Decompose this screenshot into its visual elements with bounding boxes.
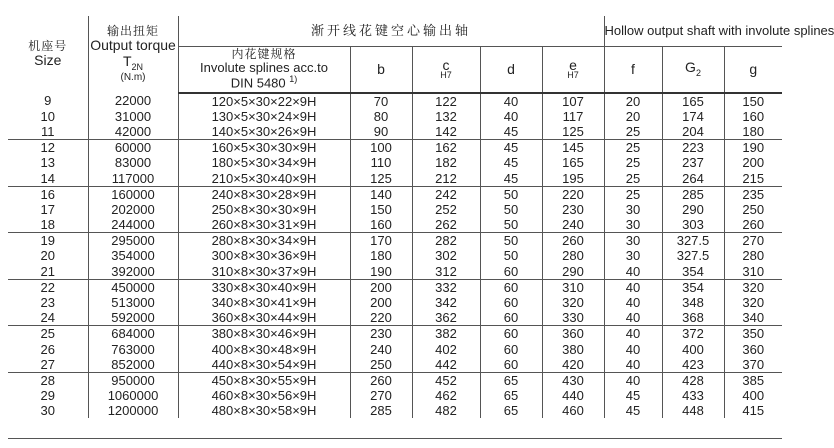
cell-size: 13 [8, 155, 88, 170]
cell-c: 402 [412, 342, 480, 357]
table-row [8, 310, 782, 326]
cell-size: 16 [8, 186, 88, 202]
cell-g: 180 [724, 124, 782, 140]
cell-e: 107 [542, 93, 604, 109]
cell-f: 40 [604, 279, 662, 295]
cell-c: 282 [412, 233, 480, 249]
cell-b: 100 [350, 140, 412, 156]
cell-b: 260 [350, 372, 412, 388]
cell-size: 25 [8, 326, 88, 342]
cell-d: 60 [480, 357, 542, 373]
cell-spline-spec: 260×8×30×31×9H [178, 217, 350, 233]
cell-d: 45 [480, 155, 542, 170]
cell-e: 195 [542, 170, 604, 186]
cell-spline-spec: 160×5×30×30×9H [178, 140, 350, 156]
cell-size: 30 [8, 403, 88, 418]
cell-torque: 22000 [88, 93, 178, 109]
cell-e: 330 [542, 310, 604, 326]
cell-d: 45 [480, 124, 542, 140]
cell-b: 90 [350, 124, 412, 140]
cell-G2: 348 [662, 295, 724, 310]
cell-torque: 450000 [88, 279, 178, 295]
col-e-header: e H7 [542, 47, 604, 93]
cell-G2: 290 [662, 202, 724, 217]
cell-f: 25 [604, 155, 662, 170]
cell-size: 14 [8, 170, 88, 186]
cell-G2: 368 [662, 310, 724, 326]
spline-footnote-mark: 1) [289, 74, 298, 85]
table-row [8, 403, 782, 418]
cell-d: 45 [480, 170, 542, 186]
cell-spline-spec: 300×8×30×36×9H [178, 248, 350, 263]
col-G2-header: $G_2$ [662, 47, 724, 93]
cell-size: 9 [8, 93, 88, 109]
cell-f: 40 [604, 357, 662, 373]
cell-spline-spec: 210×5×30×40×9H [178, 170, 350, 186]
cell-g: 160 [742, 108, 765, 124]
cell-f: 20 [604, 93, 662, 109]
table-row [8, 264, 782, 280]
torque-header [88, 16, 178, 93]
cell-size: 28 [8, 372, 88, 388]
cell-d: 65 [480, 372, 542, 388]
cell-e: 440 [542, 388, 604, 403]
cell-d: 65 [480, 388, 542, 403]
cell-size: 26 [8, 342, 88, 357]
cell-torque: 592000 [88, 310, 178, 326]
cell-b: 200 [350, 279, 412, 295]
table-row [8, 248, 782, 263]
cell-spline-spec: 130×5×30×24×9H [178, 109, 350, 124]
cell-b: 230 [350, 326, 412, 342]
table-row [8, 109, 782, 124]
table-row [8, 326, 782, 342]
cell-d: 45 [480, 140, 542, 156]
cell-e: 290 [542, 264, 604, 280]
cell-b: 190 [350, 264, 412, 280]
cell-g: 190 [742, 140, 765, 156]
col-e-tolerance: H7 [567, 70, 579, 80]
cell-f: 45 [604, 388, 662, 403]
col-d-header: d [480, 47, 542, 93]
cell-g: 350 [742, 326, 765, 342]
cell-torque: 852000 [88, 357, 178, 373]
cell-b: 160 [350, 217, 412, 233]
cell-g: 250 [742, 201, 765, 217]
size-header-en: Size [34, 52, 62, 69]
cell-spline-spec: 400×8×30×48×9H [178, 342, 350, 357]
spline-header-en-2: DIN 5480 $^{1)}$ [230, 74, 298, 91]
cell-e: 260 [542, 233, 604, 249]
cell-e: 430 [542, 372, 604, 388]
cell-f: 30 [604, 217, 662, 233]
cell-torque: 83000 [88, 155, 178, 170]
cell-d: 60 [480, 279, 542, 295]
cell-spline-spec: 120×5×30×22×9H [178, 93, 350, 109]
cell-G2: 354 [662, 279, 724, 295]
cell-g: 150 [742, 93, 765, 109]
cell-G2: 165 [662, 93, 724, 109]
cell-c: 362 [412, 310, 480, 326]
cell-b: 220 [350, 310, 412, 326]
cell-e: 420 [542, 357, 604, 373]
cell-e: 145 [542, 140, 604, 156]
cell-b: 180 [350, 248, 412, 263]
cell-g: 370 [724, 357, 782, 373]
cell-spline-spec: 440×8×30×54×9H [178, 357, 350, 373]
cell-b: 110 [350, 155, 412, 170]
cell-c: 142 [412, 124, 480, 140]
cell-c: 312 [412, 264, 480, 280]
cell-spline-spec: 330×8×30×40×9H [178, 279, 350, 295]
cell-e: 230 [542, 202, 604, 217]
cell-c: 132 [412, 109, 480, 124]
cell-g: 280 [742, 248, 765, 264]
cell-f: 30 [604, 202, 662, 217]
cell-b: 240 [350, 342, 412, 357]
cell-d: 40 [480, 109, 542, 124]
col-b-header: b [350, 47, 412, 93]
cell-torque: 684000 [88, 326, 178, 342]
table-row [8, 186, 782, 202]
cell-size: 23 [8, 295, 88, 310]
cell-d: 50 [480, 233, 542, 249]
table-row [8, 202, 782, 217]
cell-f: 25 [604, 140, 662, 156]
cell-c: 342 [412, 295, 480, 310]
hollow-shaft-spec-table [8, 16, 834, 419]
cell-size: 10 [8, 109, 88, 124]
col-g-header: g [724, 47, 782, 93]
cell-spline-spec: 140×5×30×26×9H [178, 124, 350, 140]
cell-b: 285 [350, 403, 412, 418]
cell-c: 212 [412, 170, 480, 186]
cell-f: 30 [604, 233, 662, 249]
cell-d: 50 [480, 186, 542, 202]
cell-size: 11 [8, 124, 88, 140]
cell-size: 27 [8, 357, 88, 373]
cell-size: 17 [8, 202, 88, 217]
table-row [8, 170, 782, 186]
cell-G2: 327.5 [662, 248, 724, 263]
cell-g: 260 [724, 217, 782, 233]
cell-torque: 117000 [88, 170, 178, 186]
cell-e: 460 [542, 403, 604, 418]
table-row [8, 372, 782, 388]
cell-f: 25 [604, 124, 662, 140]
cell-G2: 303 [662, 217, 724, 233]
cell-c: 442 [412, 357, 480, 373]
cell-g: 400 [742, 388, 765, 404]
cell-torque: 1060000 [88, 388, 178, 403]
cell-c: 332 [412, 279, 480, 295]
cell-G2: 423 [662, 357, 724, 373]
col-c-tolerance: H7 [440, 70, 452, 80]
cell-d: 60 [480, 310, 542, 326]
cell-size: 18 [8, 217, 88, 233]
cell-c: 252 [412, 202, 480, 217]
cell-f: 25 [604, 186, 662, 202]
cell-torque: 354000 [88, 248, 178, 263]
shaft-header-en: Hollow output shaft with involute splines [604, 16, 782, 47]
cell-torque: 244000 [88, 217, 178, 233]
cell-c: 122 [412, 93, 480, 109]
cell-e: 360 [542, 326, 604, 342]
cell-b: 80 [350, 109, 412, 124]
cell-G2: 204 [662, 124, 724, 140]
cell-d: 50 [480, 202, 542, 217]
size-header-cn: 机座号 [28, 38, 68, 53]
cell-size: 24 [8, 310, 88, 326]
cell-size: 19 [8, 233, 88, 249]
cell-b: 200 [350, 295, 412, 310]
cell-b: 170 [350, 233, 412, 249]
table-row [8, 388, 782, 403]
cell-f: 40 [604, 342, 662, 357]
cell-spline-spec: 480×8×30×58×9H [178, 403, 350, 418]
cell-c: 482 [412, 403, 480, 418]
cell-G2: 285 [662, 186, 724, 202]
cell-size: 21 [8, 264, 88, 280]
cell-spline-spec: 280×8×30×34×9H [178, 233, 350, 249]
cell-size: 29 [8, 388, 88, 403]
cell-c: 242 [412, 186, 480, 202]
cell-e: 310 [542, 279, 604, 295]
cell-c: 182 [412, 155, 480, 170]
cell-g: 270 [742, 233, 765, 249]
cell-b: 70 [350, 93, 412, 109]
cell-d: 50 [480, 248, 542, 263]
cell-c: 462 [412, 388, 480, 403]
cell-torque: 763000 [88, 342, 178, 357]
cell-f: 25 [604, 170, 662, 186]
cell-size: 22 [8, 279, 88, 295]
cell-e: 165 [542, 155, 604, 170]
table-row [8, 155, 782, 170]
cell-G2: 400 [662, 342, 724, 357]
table-row [8, 124, 782, 140]
torque-symbol: $T_{2N}$ [122, 52, 144, 72]
cell-G2: 174 [662, 109, 724, 124]
cell-f: 40 [604, 295, 662, 310]
torque-unit: (N.m) [120, 72, 146, 84]
shaft-header-cn: 渐开线花键空心输出轴 [178, 16, 604, 47]
cell-e: 125 [542, 124, 604, 140]
cell-size: 12 [8, 140, 88, 156]
cell-d: 60 [480, 342, 542, 357]
cell-G2: 428 [662, 372, 724, 388]
cell-torque: 513000 [88, 295, 178, 310]
cell-d: 60 [480, 295, 542, 310]
cell-G2: 327.5 [662, 233, 724, 249]
col-c-header: c H7 [412, 47, 480, 93]
table-body [8, 93, 782, 419]
cell-g: 340 [724, 310, 782, 326]
table-row [8, 357, 782, 373]
cell-G2: 264 [662, 170, 724, 186]
cell-e: 320 [542, 295, 604, 310]
cell-G2: 223 [662, 140, 724, 156]
cell-spline-spec: 340×8×30×41×9H [178, 295, 350, 310]
cell-e: 280 [542, 248, 604, 263]
spline-header-cn: 内花键规格 [231, 46, 297, 61]
cell-g: 320 [742, 295, 765, 311]
cell-torque: 1200000 [88, 403, 178, 418]
cell-g: 415 [742, 403, 765, 419]
cell-spline-spec: 380×8×30×46×9H [178, 326, 350, 342]
table-row [8, 295, 782, 310]
cell-torque: 160000 [88, 186, 178, 202]
cell-d: 60 [480, 326, 542, 342]
size-header [8, 16, 88, 93]
cell-e: 380 [542, 342, 604, 357]
cell-c: 452 [412, 372, 480, 388]
cell-b: 250 [350, 357, 412, 373]
cell-c: 162 [412, 140, 480, 156]
cell-g: 360 [742, 341, 765, 357]
cell-G2: 372 [662, 326, 724, 342]
table-row [8, 93, 782, 109]
table-row [8, 233, 782, 249]
cell-spline-spec: 310×8×30×37×9H [178, 264, 350, 280]
cell-spline-spec: 460×8×30×56×9H [178, 388, 350, 403]
cell-f: 30 [604, 248, 662, 263]
table-bottom-rule [8, 438, 782, 439]
cell-spline-spec: 450×8×30×55×9H [178, 372, 350, 388]
table-header [8, 16, 834, 93]
cell-d: 65 [480, 403, 542, 418]
spline-header [178, 47, 350, 93]
cell-torque: 31000 [88, 109, 178, 124]
col-f-header: f [604, 47, 662, 93]
table-row [8, 279, 782, 295]
torque-header-cn: 输出扭矩 [106, 24, 159, 39]
cell-G2: 433 [662, 388, 724, 403]
cell-c: 302 [412, 248, 480, 263]
cell-f: 40 [604, 326, 662, 342]
cell-spline-spec: 250×8×30×30×9H [178, 202, 350, 217]
cell-g: 320 [742, 279, 765, 295]
cell-d: 60 [480, 264, 542, 280]
cell-e: 117 [542, 109, 604, 124]
cell-b: 270 [350, 388, 412, 403]
table-row [8, 342, 782, 357]
cell-G2: 237 [662, 155, 724, 170]
torque-header-en: Output torque [90, 37, 176, 54]
cell-b: 150 [350, 202, 412, 217]
table-row [8, 140, 782, 156]
cell-d: 40 [480, 93, 542, 109]
cell-G2: 354 [662, 264, 724, 280]
cell-torque: 392000 [88, 264, 178, 280]
cell-b: 125 [350, 170, 412, 186]
cell-spline-spec: 240×8×30×28×9H [178, 186, 350, 202]
cell-f: 40 [604, 310, 662, 326]
cell-g: 310 [724, 264, 782, 280]
cell-G2: 448 [662, 403, 724, 418]
cell-e: 220 [542, 186, 604, 202]
cell-c: 382 [412, 326, 480, 342]
cell-g: 215 [724, 170, 782, 186]
cell-c: 262 [412, 217, 480, 233]
cell-b: 140 [350, 186, 412, 202]
cell-f: 20 [604, 109, 662, 124]
cell-spline-spec: 360×8×30×44×9H [178, 310, 350, 326]
cell-g: 200 [742, 155, 765, 171]
cell-g: 385 [742, 372, 765, 388]
cell-f: 40 [604, 264, 662, 280]
cell-f: 45 [604, 403, 662, 418]
cell-torque: 42000 [88, 124, 178, 140]
cell-g: 235 [742, 186, 765, 202]
cell-torque: 950000 [88, 372, 178, 388]
cell-torque: 202000 [88, 202, 178, 217]
cell-d: 50 [480, 217, 542, 233]
cell-torque: 295000 [88, 233, 178, 249]
cell-f: 40 [604, 372, 662, 388]
cell-torque: 60000 [88, 140, 178, 156]
cell-size: 20 [8, 248, 88, 263]
table-row [8, 217, 782, 233]
cell-spline-spec: 180×5×30×34×9H [178, 155, 350, 170]
spline-header-en-1: Involute splines acc.to [200, 59, 328, 75]
cell-e: 240 [542, 217, 604, 233]
